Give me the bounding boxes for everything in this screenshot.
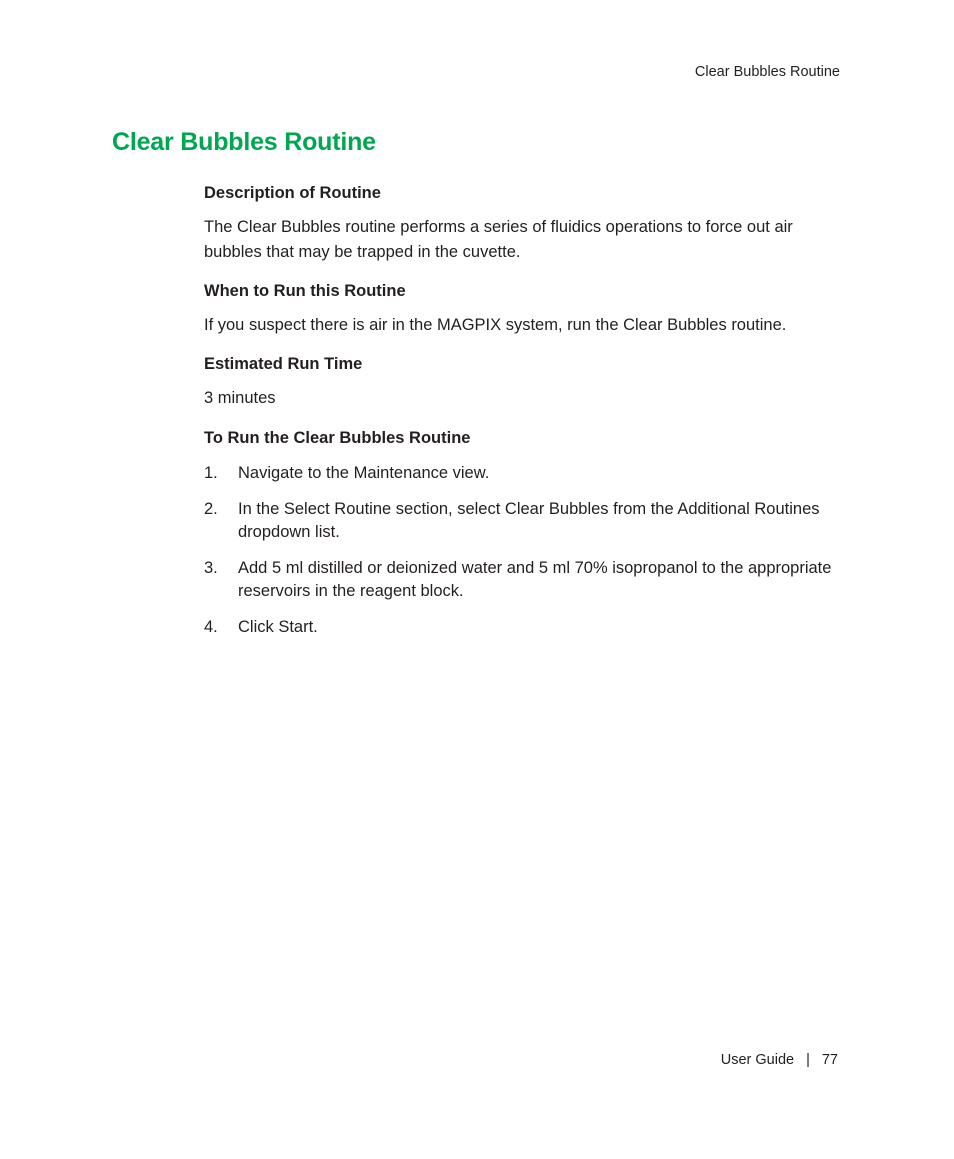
step-text: In the Select Routine section, select Clear Bubbles from the Additional Routines dropdown list.: [238, 500, 820, 541]
main-content: [204, 182, 834, 639]
step-text: Click Start.: [238, 618, 318, 636]
page-footer: [721, 1052, 838, 1068]
section-heading-when-to-run: When to Run this Routine: [204, 282, 406, 300]
procedure-step-2: [204, 498, 834, 544]
section-heading-description: Description of Routine: [204, 184, 381, 202]
section-heading-procedure: To Run the Clear Bubbles Routine: [204, 429, 471, 447]
page-number: 77: [821, 1052, 838, 1068]
when-to-run-text: If you suspect there is air in the MAGPIX system, run the Clear Bubbles routine.: [204, 316, 787, 334]
run-time-text: 3 minutes: [204, 389, 276, 407]
step-number: 1.: [204, 464, 218, 482]
procedure-step-3: [204, 557, 834, 603]
procedure-step-1: [204, 462, 834, 485]
procedure-step-4: [204, 616, 834, 639]
procedure-steps: [204, 462, 834, 639]
page-title: Clear Bubbles Routine: [112, 128, 376, 156]
footer-label: User Guide: [720, 1052, 795, 1068]
section-heading-run-time: Estimated Run Time: [204, 355, 363, 373]
step-text: Navigate to the Maintenance view.: [238, 464, 490, 482]
step-number: 3.: [204, 559, 218, 577]
step-number: 2.: [204, 500, 218, 518]
footer-separator: |: [806, 1052, 810, 1068]
step-number: 4.: [204, 618, 218, 636]
description-text: The Clear Bubbles routine performs a series of fluidics operations to force out air bubbles that may be trapped in the cuvette.: [204, 218, 793, 261]
running-header: Clear Bubbles Routine: [694, 64, 840, 80]
step-text: Add 5 ml distilled or deionized water and 5 ml 70% isopropanol to the appropriate reservoirs in the reagent block.: [238, 559, 832, 600]
